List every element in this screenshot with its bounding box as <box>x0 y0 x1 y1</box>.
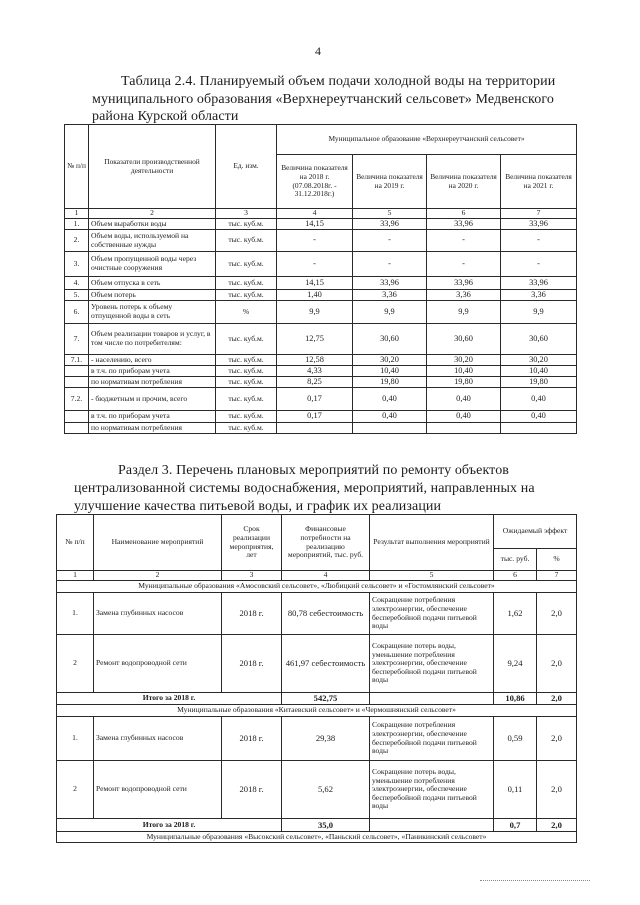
table-row <box>65 277 577 290</box>
row-value: 8,25 <box>277 377 353 388</box>
row-unit: тыс. куб.м. <box>216 355 277 366</box>
row-value: 33,96 <box>501 219 577 230</box>
table-row <box>65 411 577 423</box>
row-value <box>353 423 427 434</box>
row-value: 9,9 <box>353 301 427 324</box>
row-finance: 461,97 себестоимость <box>282 635 370 693</box>
header-unit: Ед. изм. <box>216 125 277 209</box>
header-term: Срок реализации мероприятия, лет <box>222 515 282 571</box>
group-row-1: Муниципальные образования «Амосовский сельсовет», «Любицкий сельсовет» и «Гостомлянский сельсовет» <box>57 581 577 593</box>
table-row <box>65 388 577 411</box>
colnum: 6 <box>494 571 537 581</box>
table-row <box>57 717 577 761</box>
row-unit: тыс. куб.м. <box>216 388 277 411</box>
row-value: 10,40 <box>501 366 577 377</box>
row-value: 0,40 <box>501 388 577 411</box>
row-value: 30,60 <box>427 324 501 355</box>
row-value: - <box>277 252 353 277</box>
group-row-2: Муниципальные образования «Китаевский сельсовет» и «Чермошнянский сельсовет» <box>57 705 577 717</box>
row-name: Объем воды, используемой на собственные нужды <box>89 230 216 252</box>
row-value: - <box>501 252 577 277</box>
row-name: Объем отпуска в сеть <box>89 277 216 290</box>
colnum: 5 <box>353 209 427 219</box>
row-name: Объем реализации товаров и услуг, в том числе по потребителям: <box>89 324 216 355</box>
row-effect-pct: 2,0 <box>537 717 577 761</box>
row-effect-pct: 2,0 <box>537 635 577 693</box>
row-num: 1. <box>57 593 94 635</box>
colnum: 4 <box>277 209 353 219</box>
row-name: в т.ч. по приборам учета <box>89 366 216 377</box>
header-2018: Величина показателя на 2018 г. (07.08.2018г. - 31.12.2018г.) <box>277 155 353 209</box>
row-num: 7. <box>65 324 89 355</box>
header-name: Наименование мероприятий <box>94 515 222 571</box>
row-num: 1. <box>57 717 94 761</box>
row-num: 2 <box>57 635 94 693</box>
row-num <box>65 423 89 434</box>
header-indicator: Показатели производственной деятельности <box>89 125 216 209</box>
row-num <box>65 377 89 388</box>
row-value: 10,40 <box>427 366 501 377</box>
row-unit: тыс. куб.м. <box>216 277 277 290</box>
header-result: Результат выполнения мероприятий <box>370 515 494 571</box>
row-effect-pct: 2,0 <box>537 593 577 635</box>
row-result: Сокращение потерь воды, уменьшение потребления электроэнергии, обеспечение бесперебойной подачи питьевой воды <box>370 761 494 819</box>
row-finance: 29,38 <box>282 717 370 761</box>
row-num: 2. <box>65 230 89 252</box>
table1-caption-line1: Таблица 2.4. Планируемый объем подачи холодной воды на территории <box>121 74 556 89</box>
row-name: Объем пропущенной воды через очистные сооружения <box>89 252 216 277</box>
row-unit: % <box>216 301 277 324</box>
table-row <box>65 301 577 324</box>
row-unit: тыс. куб.м. <box>216 324 277 355</box>
row-term: 2018 г. <box>222 761 282 819</box>
total-finance: 542,75 <box>282 693 370 705</box>
row-name: в т.ч. по приборам учета <box>89 411 216 423</box>
row-unit: тыс. куб.м. <box>216 219 277 230</box>
row-term: 2018 г. <box>222 593 282 635</box>
row-value <box>277 423 353 434</box>
row-value: - <box>353 230 427 252</box>
row-num: 4. <box>65 277 89 290</box>
row-value: 0,40 <box>427 388 501 411</box>
colnum: 3 <box>216 209 277 219</box>
row-name: Замена глубинных насосов <box>94 717 222 761</box>
row-num <box>65 366 89 377</box>
header-finance: Финансовые потребности на реализацию мероприятий, тыс. руб. <box>282 515 370 571</box>
table-row <box>65 290 577 301</box>
row-name: по нормативам потребления <box>89 377 216 388</box>
colnum: 2 <box>89 209 216 219</box>
colnum: 4 <box>282 571 370 581</box>
header-effect: Ожидаемый эффект <box>494 515 577 549</box>
header-effect-pct: % <box>537 549 577 571</box>
row-value: - <box>277 230 353 252</box>
row-num: 2 <box>57 761 94 819</box>
table-row <box>65 230 577 252</box>
row-value: 33,96 <box>353 219 427 230</box>
row-value: - <box>501 230 577 252</box>
total-finance: 35,0 <box>282 819 370 832</box>
group-row-3: Муниципальные образования «Высокский сельсовет», «Паньский сельсовет», «Паникинский сельсовет» <box>57 832 577 843</box>
row-value: 1,40 <box>277 290 353 301</box>
colnum: 1 <box>57 571 94 581</box>
row-value: 9,9 <box>501 301 577 324</box>
total-effect-pct: 2,0 <box>537 693 577 705</box>
row-unit: тыс. куб.м. <box>216 252 277 277</box>
table-row <box>57 593 577 635</box>
row-value: 3,36 <box>427 290 501 301</box>
header-num: № п/п <box>65 125 89 209</box>
row-effect-pct: 2,0 <box>537 761 577 819</box>
row-name: по нормативам потребления <box>89 423 216 434</box>
total-empty <box>370 693 494 705</box>
table-row <box>65 324 577 355</box>
row-value: 30,20 <box>501 355 577 366</box>
row-value: 33,96 <box>353 277 427 290</box>
row-unit: тыс. куб.м. <box>216 423 277 434</box>
colnum: 7 <box>537 571 577 581</box>
row-value: 33,96 <box>427 219 501 230</box>
total-row <box>57 819 577 832</box>
scan-artifact-line <box>480 880 590 882</box>
row-unit: тыс. куб.м. <box>216 366 277 377</box>
table-row <box>57 761 577 819</box>
header-2020: Величина показателя на 2020 г. <box>427 155 501 209</box>
section3-caption-line1: Раздел 3. Перечень плановых мероприятий по ремонту объектов <box>118 463 510 478</box>
row-num: 7.1. <box>65 355 89 366</box>
table-row <box>65 377 577 388</box>
total-row <box>57 693 577 705</box>
row-value: 30,20 <box>427 355 501 366</box>
row-value: 0,40 <box>427 411 501 423</box>
row-name: Уровень потерь к объему отпущенной воды в сеть <box>89 301 216 324</box>
header-municipality: Муниципальное образование «Верхнереутчанский сельсовет» <box>277 125 577 155</box>
table-row <box>57 635 577 693</box>
row-value: 33,96 <box>427 277 501 290</box>
row-value: 0,40 <box>353 411 427 423</box>
total-empty <box>370 819 494 832</box>
row-value: 33,96 <box>501 277 577 290</box>
row-name: - бюджетным и прочим, всего <box>89 388 216 411</box>
row-value: 19,80 <box>353 377 427 388</box>
colnum: 3 <box>222 571 282 581</box>
total-effect-pct: 2,0 <box>537 819 577 832</box>
page-number: 4 <box>315 44 321 58</box>
row-value: 12,58 <box>277 355 353 366</box>
header-2021: Величина показателя на 2021 г. <box>501 155 577 209</box>
row-result: Сокращение потерь воды, уменьшение потребления электроэнергии, обеспечение бесперебойной подачи питьевой воды <box>370 635 494 693</box>
row-value: 0,40 <box>353 388 427 411</box>
row-value: 9,9 <box>277 301 353 324</box>
row-name: Замена глубинных насосов <box>94 593 222 635</box>
row-value: 3,36 <box>501 290 577 301</box>
row-value: 19,80 <box>427 377 501 388</box>
section3-caption-line2: централизованной системы водоснабжения, мероприятий, направленных на <box>74 481 535 496</box>
colnum: 7 <box>501 209 577 219</box>
row-value <box>501 423 577 434</box>
table-row <box>65 355 577 366</box>
row-value: 30,60 <box>353 324 427 355</box>
row-name: Ремонт водопроводной сети <box>94 761 222 819</box>
row-result: Сокращение потребления электроэнергии, обеспечение бесперебойной подачи питьевой воды <box>370 717 494 761</box>
row-value: 30,20 <box>353 355 427 366</box>
row-num: 3. <box>65 252 89 277</box>
row-effect-rub: 0,59 <box>494 717 537 761</box>
row-value: 19,80 <box>501 377 577 388</box>
colnum: 2 <box>94 571 222 581</box>
row-value: 0,40 <box>501 411 577 423</box>
column-numbers-row <box>65 209 577 219</box>
row-value: 0,17 <box>277 411 353 423</box>
table-row <box>65 252 577 277</box>
row-term: 2018 г. <box>222 717 282 761</box>
row-value: 4,33 <box>277 366 353 377</box>
row-finance: 5,62 <box>282 761 370 819</box>
row-name: Объем потерь <box>89 290 216 301</box>
row-value: 30,60 <box>501 324 577 355</box>
water-supply-table <box>64 124 577 434</box>
table-row <box>65 423 577 434</box>
row-unit: тыс. куб.м. <box>216 230 277 252</box>
colnum: 1 <box>65 209 89 219</box>
measures-table <box>56 514 577 843</box>
row-num: 5. <box>65 290 89 301</box>
total-label: Итого за 2018 г. <box>57 693 282 705</box>
row-value: 14,15 <box>277 277 353 290</box>
row-value: - <box>427 230 501 252</box>
section3-caption-line3: улучшение качества питьевой воды, и график их реализации <box>74 499 442 514</box>
total-effect-rub: 0,7 <box>494 819 537 832</box>
row-num <box>65 411 89 423</box>
row-finance: 80,78 себестоимость <box>282 593 370 635</box>
row-num: 1. <box>65 219 89 230</box>
row-name: Ремонт водопроводной сети <box>94 635 222 693</box>
table1-caption-line3: района Курской области <box>92 109 239 124</box>
header-2019: Величина показателя на 2019 г. <box>353 155 427 209</box>
row-value: 10,40 <box>353 366 427 377</box>
colnum: 5 <box>370 571 494 581</box>
row-value: 9,9 <box>427 301 501 324</box>
total-label: Итого за 2018 г. <box>57 819 282 832</box>
row-effect-rub: 9,24 <box>494 635 537 693</box>
row-name: - населению, всего <box>89 355 216 366</box>
row-value <box>427 423 501 434</box>
row-value: - <box>353 252 427 277</box>
row-term: 2018 г. <box>222 635 282 693</box>
row-result: Сокращение потребления электроэнергии, обеспечение бесперебойной подачи питьевой воды <box>370 593 494 635</box>
header-effect-rub: тыс. руб. <box>494 549 537 571</box>
row-value: 12,75 <box>277 324 353 355</box>
header-num: № п/п <box>57 515 94 571</box>
row-unit: тыс. куб.м. <box>216 290 277 301</box>
table-row <box>65 366 577 377</box>
row-num: 6. <box>65 301 89 324</box>
row-effect-rub: 1,62 <box>494 593 537 635</box>
table-row <box>65 219 577 230</box>
table1-caption-line2: муниципального образования «Верхнереутчанский сельсовет» Медвенского <box>92 92 554 107</box>
row-unit: тыс. куб.м. <box>216 411 277 423</box>
total-effect-rub: 10,86 <box>494 693 537 705</box>
row-value: 14,15 <box>277 219 353 230</box>
colnum: 6 <box>427 209 501 219</box>
row-num: 7.2. <box>65 388 89 411</box>
row-effect-rub: 0,11 <box>494 761 537 819</box>
row-value: 3,36 <box>353 290 427 301</box>
row-value: 0,17 <box>277 388 353 411</box>
row-value: - <box>427 252 501 277</box>
row-name: Объем выработки воды <box>89 219 216 230</box>
row-unit: тыс. куб.м. <box>216 377 277 388</box>
column-numbers-row <box>57 571 577 581</box>
